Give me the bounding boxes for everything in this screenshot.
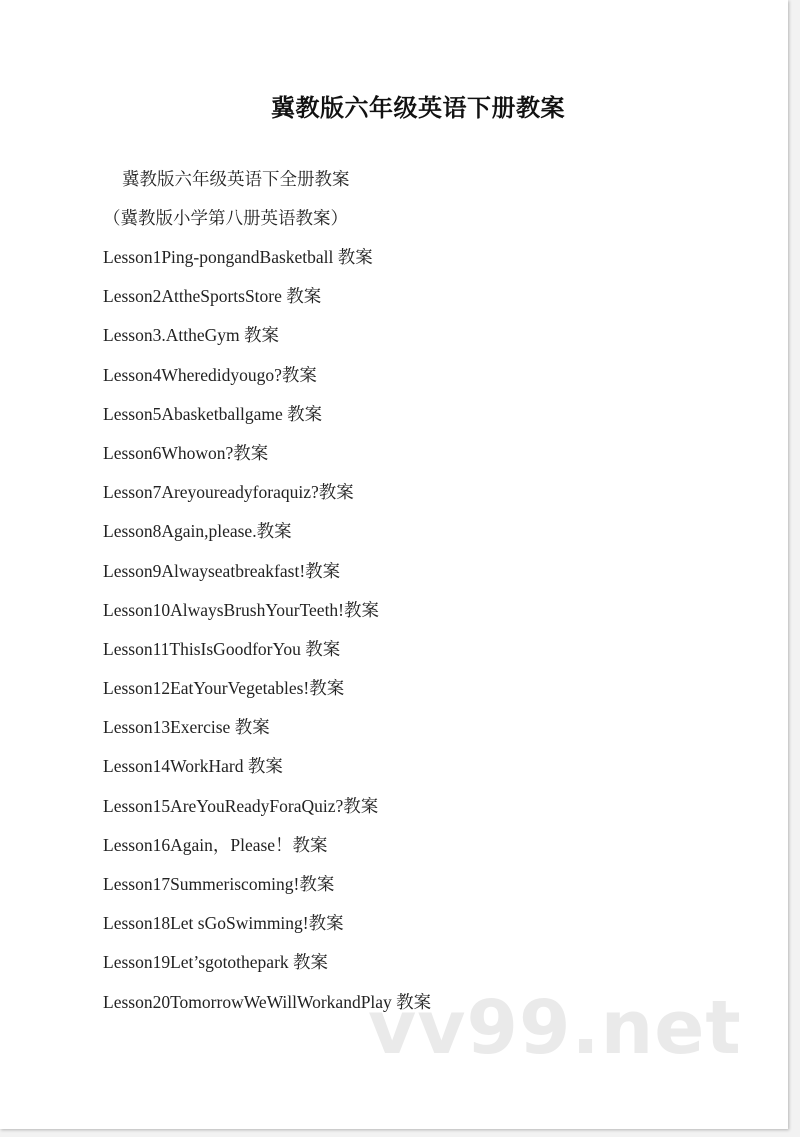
lesson-item: Lesson10AlwaysBrushYourTeeth!教案 [103, 599, 380, 620]
document-subtitle: 冀教版六年级英语下全册教案 [122, 169, 350, 189]
lesson-item: Lesson12EatYourVegetables!教案 [103, 678, 345, 699]
lesson-item: Lesson5Abasketballgame 教案 [103, 403, 323, 424]
lesson-item: Lesson17Summeriscoming!教案 [103, 874, 335, 894]
document-subnote: （冀教版小学第八册英语教案） [103, 208, 348, 228]
lesson-item: Lesson3.AttheGym 教案 [103, 325, 279, 346]
lesson-item: Lesson7Areyoureadyforaquiz?教案 [103, 482, 354, 503]
watermark: vv99.net [368, 985, 742, 1071]
lesson-item: Lesson2AttheSportsStore 教案 [103, 286, 322, 307]
lesson-list [103, 244, 431, 1028]
lesson-item: Lesson9Alwayseatbreakfast!教案 [103, 560, 341, 581]
lesson-item: Lesson1Ping-pongandBasketball 教案 [103, 247, 373, 267]
lesson-item: Lesson20TomorrowWeWillWorkandPlay 教案 [103, 991, 432, 1012]
lesson-item: Lesson18Let sGoSwimming!教案 [103, 913, 344, 934]
document-title: 冀教版六年级英语下册教案 [271, 94, 565, 122]
lesson-item: Lesson4Wheredidyougo?教案 [103, 364, 317, 385]
lesson-item: Lesson8Again,please.教案 [103, 521, 292, 542]
lesson-item: Lesson6Whowon?教案 [103, 442, 269, 463]
lesson-item: Lesson15AreYouReadyForaQuiz?教案 [103, 795, 379, 816]
lesson-item: Lesson16Again，Please！教案 [103, 834, 328, 855]
lesson-item: Lesson13Exercise 教案 [103, 717, 270, 738]
lesson-item: Lesson19Let’sgotothepark 教案 [103, 952, 329, 973]
lesson-item: Lesson14WorkHard 教案 [103, 756, 283, 777]
lesson-item: Lesson11ThisIsGoodforYou 教案 [103, 638, 341, 659]
